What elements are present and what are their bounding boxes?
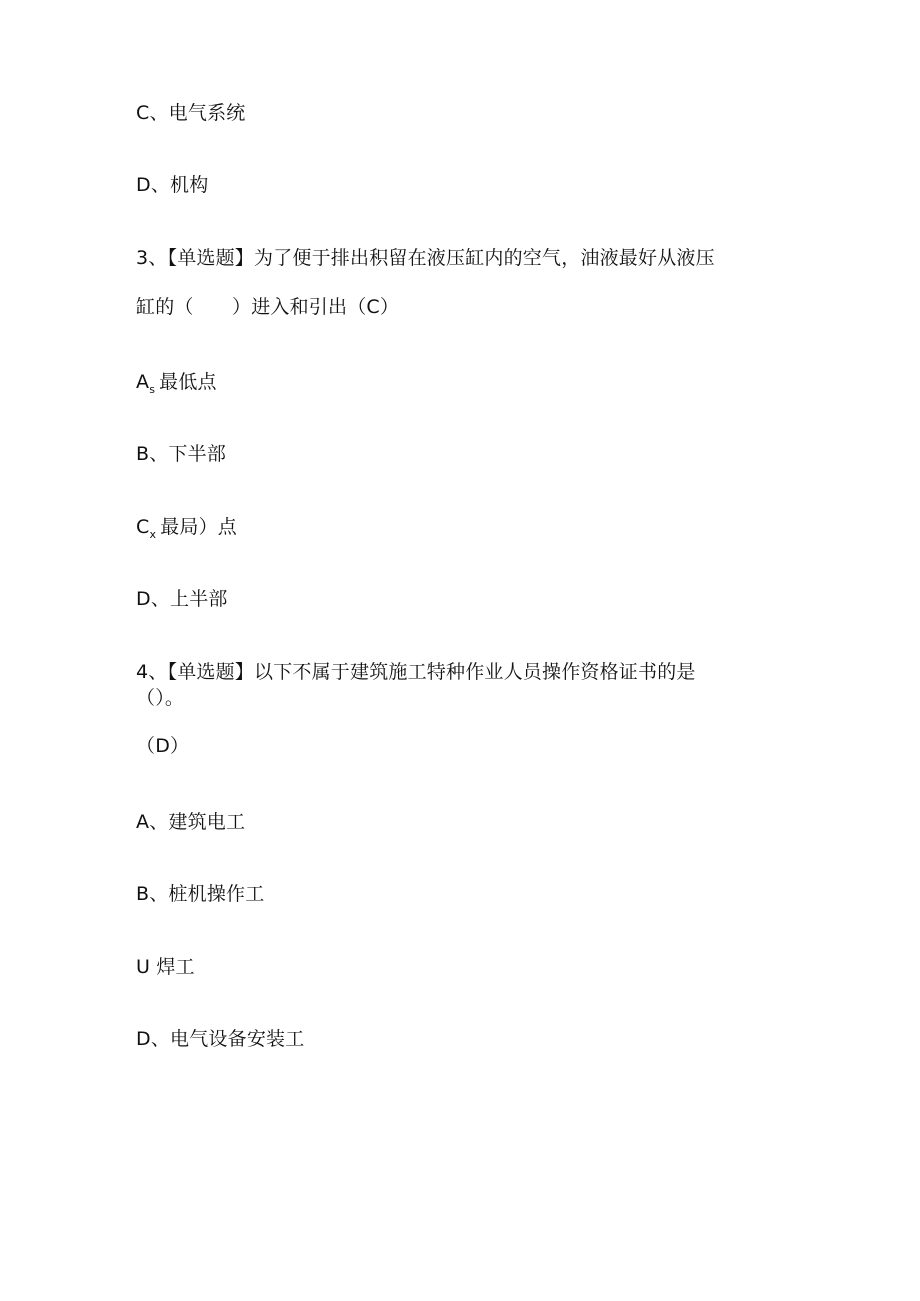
- q4-stem-line1: 4、【单选题】以下不属于建筑施工特种作业人员操作资格证书的是: [136, 661, 696, 683]
- q2-option-d: D、机构: [136, 174, 209, 196]
- q3-option-a-sub: s: [149, 383, 156, 396]
- q3-stem-line1: 3、【单选题】为了便于排出积留在液压缸内的空气，油液最好从液压: [136, 247, 715, 269]
- q3-option-d: D、上半部: [136, 588, 228, 610]
- q4-option-d: D、电气设备安装工: [136, 1028, 305, 1050]
- q3-option-c-sub: x: [149, 528, 157, 541]
- q4-stem-line2: （）。: [136, 687, 185, 709]
- q2-option-c: C、电气系统: [136, 102, 246, 124]
- q4-option-b: B、桩机操作工: [136, 883, 265, 905]
- q3-option-a: [136, 370, 217, 402]
- q3-stem-line2: 缸的（ ）进入和引出（C）: [136, 296, 400, 318]
- q4-option-c: U 焊工: [136, 956, 195, 978]
- q3-option-c: [136, 515, 237, 547]
- q3-option-c-text: 最局）点: [160, 516, 237, 538]
- q4-answer: （D）: [136, 735, 190, 757]
- q3-option-b: B、下半部: [136, 443, 227, 465]
- q3-option-a-letter: A: [136, 371, 150, 393]
- q3-option-c-letter: C: [136, 516, 150, 538]
- q4-option-a: A、建筑电工: [136, 811, 246, 833]
- q3-option-a-text: 最低点: [159, 371, 217, 393]
